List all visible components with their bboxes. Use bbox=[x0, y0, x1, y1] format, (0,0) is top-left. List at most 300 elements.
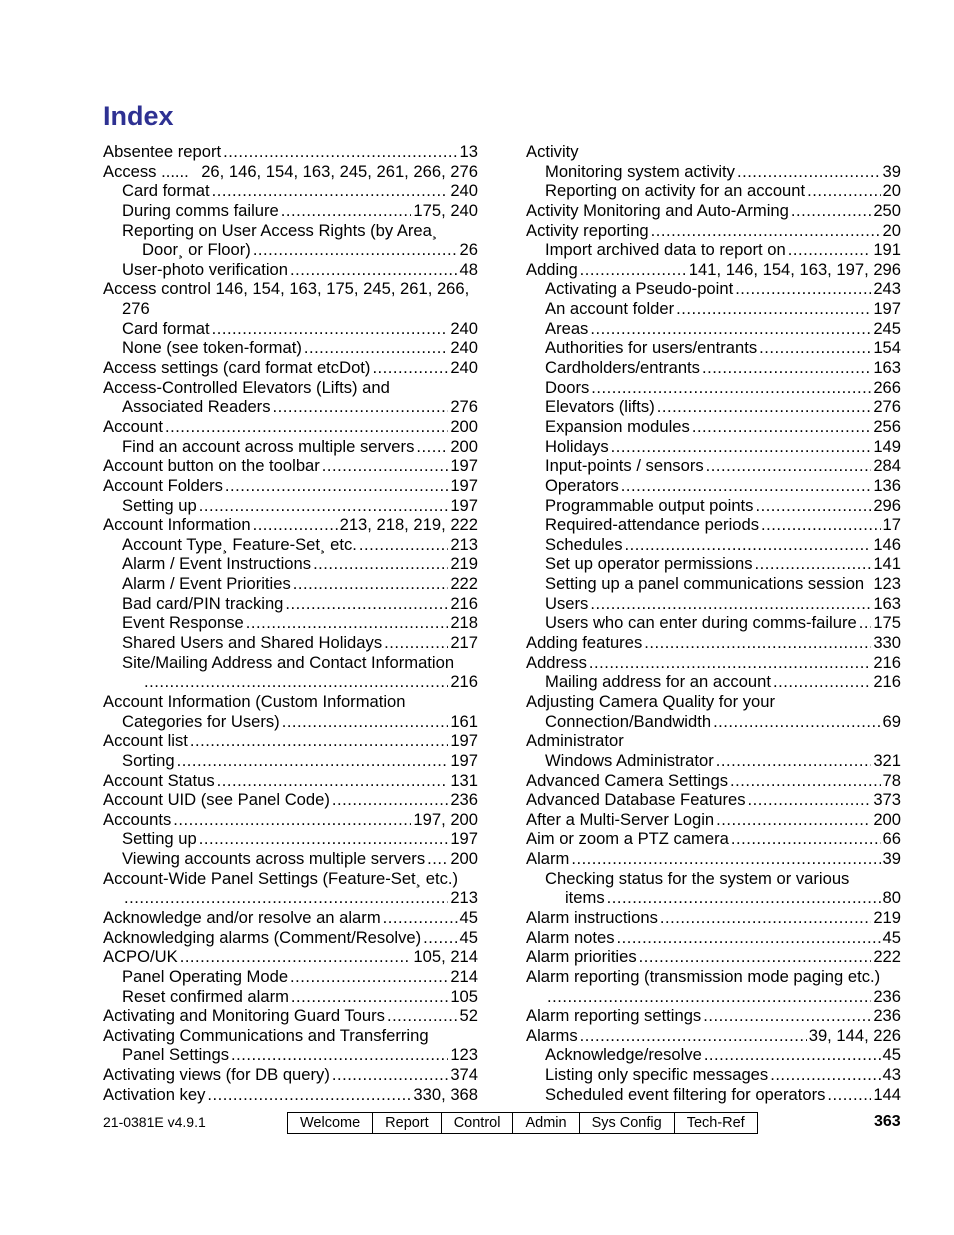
index-entry-term: Cardholders/entrants bbox=[545, 358, 700, 378]
index-entry-term: None (see token-format) bbox=[122, 338, 302, 358]
index-entry bbox=[526, 378, 901, 398]
index-entry-page-ref[interactable]: 200 bbox=[450, 849, 478, 869]
index-entry bbox=[526, 908, 901, 928]
index-entry bbox=[103, 1085, 478, 1105]
index-entry bbox=[103, 240, 478, 260]
index-entry bbox=[103, 142, 478, 162]
index-entry bbox=[103, 731, 478, 751]
dot-leader bbox=[427, 849, 448, 869]
dot-leader bbox=[773, 672, 871, 692]
index-entry-page-ref[interactable]: 146 bbox=[873, 534, 901, 554]
index-entry-term: Setting up a panel communications session bbox=[545, 574, 865, 594]
index-entry-page-ref[interactable]: 175, 240 bbox=[413, 200, 478, 220]
index-entry-term: Shared Users and Shared Holidays bbox=[122, 633, 383, 653]
index-entry-page-ref[interactable]: 240 bbox=[450, 358, 478, 378]
index-entry bbox=[526, 417, 901, 437]
index-entry-term: Alarm notes bbox=[526, 927, 615, 947]
dot-leader bbox=[217, 771, 449, 791]
index-entry-term: items bbox=[565, 888, 605, 908]
index-entry bbox=[526, 496, 901, 516]
index-entry-term: Activating a Pseudo-point bbox=[545, 279, 734, 299]
index-entry-page-ref[interactable]: 78 bbox=[882, 770, 901, 790]
index-entry-term: Account Folders bbox=[103, 475, 223, 495]
dot-leader bbox=[423, 928, 457, 948]
index-entry bbox=[103, 712, 478, 732]
dot-leader bbox=[253, 240, 458, 260]
index-entry-term: Activity Monitoring and Auto-Arming bbox=[526, 200, 789, 220]
index-entry-page-ref[interactable]: 123 bbox=[450, 1045, 478, 1065]
index-entry-term: Adding bbox=[526, 259, 578, 279]
dot-leader bbox=[676, 299, 871, 319]
index-entry bbox=[103, 829, 478, 849]
dot-leader bbox=[190, 731, 448, 751]
index-entry-term: Users who can enter during comms-failure bbox=[545, 613, 857, 633]
index-entry-page-ref[interactable]: 154 bbox=[873, 338, 901, 358]
index-entry-term: Reporting on activity for an account bbox=[545, 181, 806, 201]
dot-leader bbox=[692, 417, 871, 437]
index-entry-page-ref[interactable]: 144 bbox=[873, 1084, 901, 1104]
index-entry-term: Account bbox=[103, 416, 163, 436]
index-entry-page-ref[interactable]: 66 bbox=[882, 829, 901, 849]
dot-leader bbox=[359, 535, 448, 555]
index-entry-page-ref[interactable]: 216 bbox=[873, 672, 901, 692]
index-entry bbox=[103, 692, 478, 712]
dot-leader bbox=[730, 771, 881, 791]
index-entry bbox=[526, 260, 901, 280]
index-entry-page-ref[interactable]: 136 bbox=[873, 475, 901, 495]
index-entry-term: Alarm priorities bbox=[526, 947, 637, 967]
index-entry-page-ref[interactable]: 219 bbox=[873, 907, 901, 927]
index-entry bbox=[526, 594, 901, 614]
dot-leader bbox=[282, 712, 449, 732]
dot-leader bbox=[246, 613, 449, 633]
dot-leader bbox=[761, 515, 881, 535]
index-entry bbox=[103, 397, 478, 417]
index-entry bbox=[103, 810, 478, 830]
dot-leader bbox=[580, 1026, 807, 1046]
index-entry bbox=[526, 201, 901, 221]
index-entry-page-ref[interactable]: 13 bbox=[459, 142, 478, 161]
index-entry-page-ref[interactable]: 26, 146, 154, 163, 245, 261, 266, 276 bbox=[201, 161, 478, 181]
dot-leader bbox=[706, 456, 872, 476]
index-entry-page-ref[interactable]: 20 bbox=[882, 220, 901, 240]
index-entry-page-ref[interactable]: 256 bbox=[873, 416, 901, 436]
index-entry-term: Elevators (lifts) bbox=[545, 397, 655, 417]
index-entry-term: Reporting on User Access Rights (by Area¸ bbox=[122, 220, 438, 240]
dot-leader bbox=[621, 476, 872, 496]
index-entry bbox=[103, 574, 478, 594]
index-entry bbox=[526, 947, 901, 967]
index-entry-page-ref[interactable]: 26 bbox=[459, 240, 478, 260]
index-entry-page-ref[interactable]: 191 bbox=[873, 240, 901, 260]
index-entry bbox=[526, 437, 901, 457]
index-entry-term: Administrator bbox=[526, 731, 624, 751]
dot-leader bbox=[372, 358, 448, 378]
index-entry-page-ref[interactable]: 218 bbox=[450, 613, 478, 633]
index-entry bbox=[103, 1026, 478, 1046]
nav-tab-control[interactable]: Control bbox=[442, 1113, 514, 1133]
index-entry-page-ref[interactable]: 321 bbox=[873, 750, 901, 770]
index-entry-term: After a Multi-Server Login bbox=[526, 809, 715, 829]
index-entry bbox=[103, 633, 478, 653]
dot-leader bbox=[384, 633, 448, 653]
dot-leader bbox=[281, 201, 412, 221]
dot-leader bbox=[231, 1045, 448, 1065]
index-entry-term: Advanced Database Features bbox=[526, 790, 746, 810]
index-entry-page-ref[interactable]: 222 bbox=[450, 574, 478, 594]
index-entry-page-ref[interactable]: 284 bbox=[873, 456, 901, 476]
index-entry-term: Site/Mailing Address and Contact Information bbox=[122, 652, 455, 672]
index-entry bbox=[103, 672, 478, 692]
index-entry-term: Scheduled event filtering for operators bbox=[545, 1084, 826, 1104]
index-entry-term: Activating and Monitoring Guard Tours bbox=[103, 1006, 385, 1026]
index-entry-page-ref[interactable]: 45 bbox=[459, 927, 478, 947]
index-entry-term: Panel Settings bbox=[122, 1045, 230, 1065]
dot-leader bbox=[617, 928, 881, 948]
index-entry-page-ref[interactable]: 197 bbox=[450, 829, 478, 849]
index-entry-term: Access control 146, 154, 163, 175, 245, 261, 266, bbox=[103, 279, 470, 299]
index-entry-term: Panel Operating Mode bbox=[122, 966, 289, 986]
index-entry bbox=[103, 456, 478, 476]
index-entry-term: Event Response bbox=[122, 613, 244, 633]
index-entry-page-ref[interactable]: 217 bbox=[450, 633, 478, 653]
index-entry bbox=[103, 771, 478, 791]
dot-leader bbox=[304, 338, 448, 358]
index-entry-page-ref[interactable]: 20 bbox=[882, 181, 901, 201]
index-entry-term: Acknowledge/resolve bbox=[545, 1045, 702, 1065]
index-entry-term: Alarm reporting (transmission mode paging etc.) bbox=[526, 966, 881, 986]
dot-leader bbox=[755, 554, 872, 574]
nav-tab-tech-ref[interactable]: Tech-Ref bbox=[686, 1115, 745, 1131]
index-entry-term: Advanced Camera Settings bbox=[526, 770, 729, 790]
index-entry-page-ref[interactable]: 200 bbox=[450, 416, 478, 436]
index-entry bbox=[526, 653, 901, 673]
page-footer bbox=[0, 1110, 954, 1140]
index-entry-term: Bad card/PIN tracking bbox=[122, 593, 284, 613]
index-entry-page-ref[interactable]: 43 bbox=[882, 1065, 901, 1085]
index-entry bbox=[526, 162, 901, 182]
dot-leader bbox=[713, 712, 880, 732]
index-entry bbox=[526, 672, 901, 692]
dot-leader bbox=[293, 574, 449, 594]
index-entry-page-ref[interactable]: 39 bbox=[882, 161, 901, 181]
index-entry bbox=[526, 888, 901, 908]
index-entry bbox=[526, 751, 901, 771]
index-entry-page-ref[interactable]: 69 bbox=[882, 711, 901, 731]
index-entry-page-ref[interactable]: 105 bbox=[450, 986, 478, 1006]
index-entry-term: Alarm / Event Priorities bbox=[122, 574, 291, 594]
index-entry bbox=[103, 987, 478, 1007]
dot-leader bbox=[180, 947, 412, 967]
index-entry-term: Areas bbox=[545, 318, 589, 338]
index-entry-page-ref[interactable]: 39, 144, 226 bbox=[808, 1025, 901, 1045]
index-entry bbox=[103, 869, 478, 889]
index-entry-page-ref[interactable]: 17 bbox=[882, 515, 901, 535]
dot-leader bbox=[651, 221, 881, 241]
index-entry bbox=[103, 594, 478, 614]
nav-tab-welcome[interactable]: Welcome bbox=[288, 1113, 373, 1133]
index-entry-page-ref[interactable]: 216 bbox=[450, 593, 478, 613]
dot-leader bbox=[703, 1006, 871, 1026]
index-entry-term: Doors bbox=[545, 377, 590, 397]
index-entry-page-ref[interactable]: 175 bbox=[873, 613, 901, 633]
index-entry-term: Access ...... bbox=[103, 161, 189, 181]
index-entry-term: Expansion modules bbox=[545, 416, 690, 436]
index-entry bbox=[526, 987, 901, 1007]
index-entry-term: Alarm bbox=[526, 849, 570, 869]
dot-leader bbox=[223, 142, 457, 162]
dot-leader bbox=[788, 240, 872, 260]
index-entry-page-ref[interactable]: 45 bbox=[459, 907, 478, 927]
index-entry-term: Alarm / Event Instructions bbox=[122, 554, 312, 574]
index-entry-term: Activation key bbox=[103, 1084, 206, 1104]
nav-tab-admin[interactable]: Admin bbox=[513, 1113, 579, 1133]
index-entry-page-ref[interactable]: 105, 214 bbox=[413, 947, 478, 967]
index-entry bbox=[526, 869, 901, 889]
dot-leader bbox=[332, 1065, 448, 1085]
index-entry bbox=[103, 535, 478, 555]
document-id: 21-0381E v4.9.1 bbox=[103, 1114, 206, 1130]
index-entry-term: Associated Readers bbox=[122, 397, 271, 417]
dot-leader bbox=[144, 672, 448, 692]
index-entry-page-ref[interactable]: 45 bbox=[882, 1045, 901, 1065]
index-entry-page-ref[interactable]: 250 bbox=[873, 200, 901, 220]
index-entry bbox=[103, 358, 478, 378]
index-entry bbox=[103, 928, 478, 948]
index-entry-term: Setting up bbox=[122, 829, 197, 849]
index-entry-term: Categories for Users) bbox=[122, 711, 280, 731]
index-entry bbox=[103, 515, 478, 535]
index-entry-page-ref[interactable]: 149 bbox=[873, 436, 901, 456]
index-entry-term: Connection/Bandwidth bbox=[545, 711, 712, 731]
dot-leader bbox=[383, 908, 458, 928]
index-entry bbox=[526, 849, 901, 869]
dot-leader bbox=[285, 594, 448, 614]
index-entry-page-ref[interactable]: 330 bbox=[873, 633, 901, 653]
index-entry bbox=[103, 417, 478, 437]
index-entry-term: Monitoring system activity bbox=[545, 161, 735, 181]
index-entry bbox=[103, 437, 478, 457]
index-entry-page-ref[interactable]: 296 bbox=[873, 495, 901, 515]
index-entry-term: Access settings (card format etcDot) bbox=[103, 358, 371, 378]
index-entry bbox=[103, 279, 478, 299]
dot-leader bbox=[547, 987, 871, 1007]
index-entry-page-ref[interactable]: 197 bbox=[450, 456, 478, 476]
dot-leader bbox=[607, 888, 881, 908]
index-entry-page-ref[interactable]: 330, 368 bbox=[413, 1084, 478, 1104]
dot-leader bbox=[731, 829, 881, 849]
index-entry bbox=[526, 574, 901, 594]
index-entry-page-ref[interactable]: 213 bbox=[450, 888, 478, 908]
dot-leader bbox=[660, 908, 871, 928]
index-entry-term: Schedules bbox=[545, 534, 623, 554]
nav-tab-sys-config[interactable]: Sys Config bbox=[580, 1113, 675, 1133]
index-entry bbox=[103, 476, 478, 496]
dot-leader bbox=[416, 437, 448, 457]
index-entry bbox=[526, 456, 901, 476]
index-column-left bbox=[103, 142, 478, 1104]
index-entry-term: An account folder bbox=[545, 299, 675, 319]
dot-leader bbox=[639, 947, 872, 967]
index-entry-page-ref[interactable]: 243 bbox=[873, 279, 901, 299]
index-entry-term: Activating Communications and Transferring bbox=[103, 1025, 429, 1045]
index-entry-term: Door¸ or Floor) bbox=[142, 240, 251, 260]
index-entry bbox=[103, 299, 478, 319]
dot-leader bbox=[580, 260, 687, 280]
index-entry bbox=[103, 201, 478, 221]
index-entry bbox=[103, 1045, 478, 1065]
index-entry-term: Aim or zoom a PTZ camera bbox=[526, 829, 729, 849]
dot-leader bbox=[770, 1065, 880, 1085]
nav-tab-report[interactable]: Report bbox=[373, 1113, 442, 1133]
index-entry-page-ref[interactable]: 52 bbox=[459, 1006, 478, 1026]
index-entry bbox=[526, 790, 901, 810]
dot-leader bbox=[313, 554, 448, 574]
index-entry-term: Adjusting Camera Quality for your bbox=[526, 691, 776, 711]
index-entry-page-ref[interactable]: 213, 218, 219, 222 bbox=[339, 515, 478, 535]
index-entry-term: Activating views (for DB query) bbox=[103, 1065, 330, 1085]
index-entry-page-ref[interactable]: 131 bbox=[450, 770, 478, 790]
dot-leader bbox=[716, 810, 871, 830]
dot-leader bbox=[177, 751, 449, 771]
index-entry-term: Viewing accounts across multiple servers bbox=[122, 849, 426, 869]
index-entry-page-ref[interactable]: 236 bbox=[450, 790, 478, 810]
index-entry-page-ref[interactable]: 216 bbox=[873, 652, 901, 672]
index-entry bbox=[526, 1065, 901, 1085]
index-entry-page-ref[interactable]: 200 bbox=[873, 809, 901, 829]
index-entry-page-ref[interactable]: 141 bbox=[873, 554, 901, 574]
index-entry-page-ref[interactable]: 240 bbox=[450, 338, 478, 358]
index-entry bbox=[526, 810, 901, 830]
index-entry bbox=[103, 319, 478, 339]
dot-leader bbox=[225, 476, 448, 496]
index-entry-page-ref[interactable]: 373 bbox=[873, 790, 901, 810]
index-entry bbox=[526, 829, 901, 849]
index-entry-page-ref[interactable]: 240 bbox=[450, 181, 478, 201]
index-entry-page-ref[interactable]: 197 bbox=[450, 495, 478, 515]
index-entry bbox=[103, 260, 478, 280]
dot-leader bbox=[737, 162, 881, 182]
index-entry-term: Address bbox=[526, 652, 587, 672]
index-entry bbox=[526, 299, 901, 319]
index-title: Index bbox=[103, 101, 174, 131]
index-entry bbox=[103, 378, 478, 398]
index-entry-page-ref[interactable]: 163 bbox=[873, 593, 901, 613]
index-entry-term: Account-Wide Panel Settings (Feature-Set¸ etc.) bbox=[103, 868, 459, 888]
dot-leader bbox=[702, 358, 871, 378]
index-entry-term: Access-Controlled Elevators (Lifts) and bbox=[103, 377, 390, 397]
dot-leader bbox=[791, 201, 871, 221]
dot-leader bbox=[332, 790, 448, 810]
index-entry-term: Account button on the toolbar bbox=[103, 456, 320, 476]
index-entry-term: Absentee report bbox=[103, 142, 222, 161]
index-entry-page-ref[interactable]: 45 bbox=[882, 927, 901, 947]
index-entry-term: Activity bbox=[526, 142, 579, 161]
index-entry bbox=[526, 535, 901, 555]
dot-leader bbox=[704, 1045, 881, 1065]
dot-leader bbox=[291, 987, 448, 1007]
index-entry-term: Checking status for the system or various bbox=[545, 868, 850, 888]
index-entry-term: Sorting bbox=[122, 750, 175, 770]
dot-leader bbox=[591, 378, 871, 398]
dot-leader bbox=[212, 181, 449, 201]
index-entry bbox=[526, 1045, 901, 1065]
index-entry-page-ref[interactable]: 197 bbox=[450, 731, 478, 751]
index-entry-page-ref[interactable]: 276 bbox=[450, 397, 478, 417]
index-entry-term: ACPO/UK bbox=[103, 947, 178, 967]
section-nav-bar bbox=[287, 1112, 758, 1134]
index-entry-term: Account Type¸ Feature-Set¸ etc. bbox=[122, 534, 357, 554]
index-entry-term: Set up operator permissions bbox=[545, 554, 753, 574]
index-entry-page-ref[interactable]: 219 bbox=[450, 554, 478, 574]
index-entry bbox=[103, 888, 478, 908]
index-entry-term: Authorities for users/entrants bbox=[545, 338, 758, 358]
index-entry-term: Card format bbox=[122, 318, 210, 338]
index-entry-term: Holidays bbox=[545, 436, 609, 456]
index-entry-page-ref[interactable]: 213 bbox=[450, 534, 478, 554]
dot-leader bbox=[644, 633, 871, 653]
dot-leader bbox=[590, 319, 871, 339]
index-entry-page-ref[interactable]: 80 bbox=[882, 888, 901, 908]
index-entry bbox=[103, 181, 478, 201]
index-entry-page-ref[interactable]: 245 bbox=[873, 318, 901, 338]
index-entry-page-ref[interactable]: 123 bbox=[873, 574, 901, 594]
dot-leader bbox=[212, 319, 449, 339]
index-entry-page-ref[interactable]: 222 bbox=[873, 947, 901, 967]
index-entry-page-ref[interactable]: 214 bbox=[450, 966, 478, 986]
dot-leader bbox=[253, 515, 338, 535]
index-entry bbox=[103, 338, 478, 358]
index-entry-page-ref[interactable]: 374 bbox=[450, 1065, 478, 1085]
index-entry bbox=[526, 1085, 901, 1105]
index-entry-page-ref[interactable]: 48 bbox=[459, 259, 478, 279]
index-entry-page-ref[interactable]: 216 bbox=[450, 672, 478, 692]
index-entry-term: Acknowledge and/or resolve an alarm bbox=[103, 907, 381, 927]
index-entry-term: During comms failure bbox=[122, 200, 279, 220]
index-entry bbox=[103, 162, 478, 182]
index-entry-page-ref[interactable]: 141, 146, 154, 163, 197, 296 bbox=[688, 259, 901, 279]
index-entry bbox=[103, 1006, 478, 1026]
index-entry bbox=[103, 1065, 478, 1085]
index-entry-term: Listing only specific messages bbox=[545, 1065, 769, 1085]
index-entry-page-ref[interactable]: 240 bbox=[450, 318, 478, 338]
index-entry-page-ref[interactable]: 236 bbox=[873, 986, 901, 1006]
index-entry bbox=[526, 319, 901, 339]
dot-leader bbox=[290, 967, 448, 987]
index-entry-term: Required-attendance periods bbox=[545, 515, 760, 535]
index-entry-page-ref[interactable]: 197 bbox=[873, 299, 901, 319]
index-entry bbox=[526, 554, 901, 574]
index-entry-page-ref[interactable]: 266 bbox=[873, 377, 901, 397]
index-entry-page-ref[interactable]: 161 bbox=[450, 711, 478, 731]
index-entry-page-ref[interactable]: 200 bbox=[450, 436, 478, 456]
index-entry-page-ref[interactable]: 163 bbox=[873, 358, 901, 378]
index-entry-term: Programmable output points bbox=[545, 495, 754, 515]
dot-leader bbox=[589, 653, 871, 673]
index-entry-term: Mailing address for an account bbox=[545, 672, 771, 692]
index-entry-page-ref[interactable]: 197 bbox=[450, 475, 478, 495]
index-entry-term: Import archived data to report on bbox=[545, 240, 786, 260]
index-entry bbox=[526, 181, 901, 201]
index-entry-page-ref[interactable]: 39 bbox=[882, 849, 901, 869]
index-entry-page-ref[interactable]: 276 bbox=[873, 397, 901, 417]
index-entry-page-ref[interactable]: 197, 200 bbox=[413, 809, 478, 829]
index-entry-term: Acknowledging alarms (Comment/Resolve) bbox=[103, 927, 422, 947]
index-entry-page-ref[interactable]: 197 bbox=[450, 750, 478, 770]
dot-leader bbox=[199, 496, 449, 516]
dot-leader bbox=[387, 1006, 458, 1026]
index-entry-page-ref[interactable]: 236 bbox=[873, 1006, 901, 1026]
